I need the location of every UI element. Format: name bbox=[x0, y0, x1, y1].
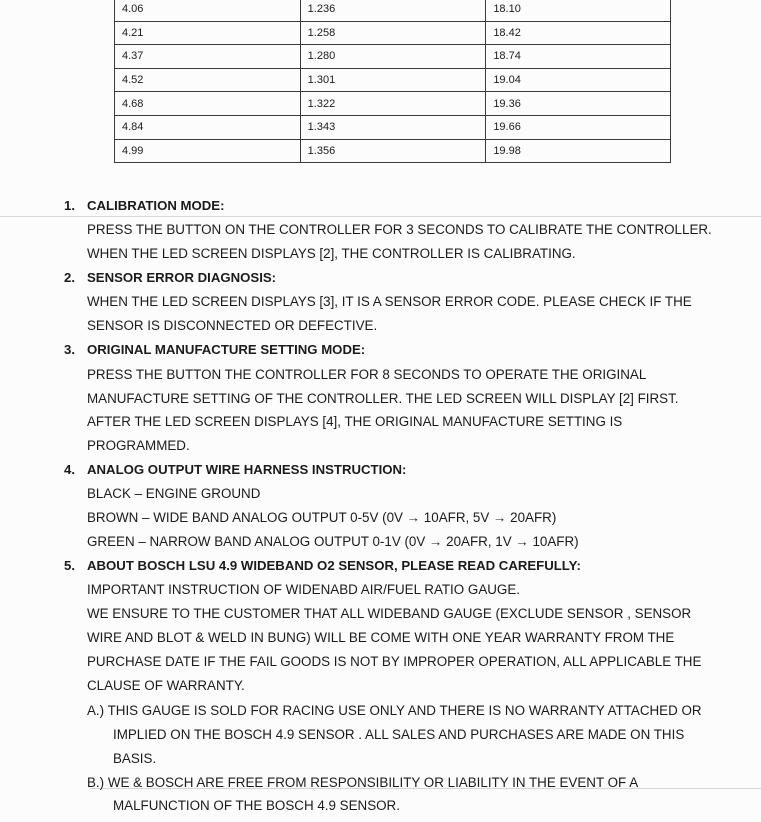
section-line: WHEN THE LED SCREEN DISPLAYS [2], THE CONTROLLER IS CALIBRATING. bbox=[87, 246, 576, 261]
section-heading: SENSOR ERROR DIAGNOSIS: bbox=[87, 270, 277, 285]
section-line: PRESS THE BUTTON THE CONTROLLER FOR 8 SECONDS TO OPERATE THE ORIGINAL bbox=[87, 367, 647, 382]
section-line: SENSOR IS DISCONNECTED OR DEFECTIVE. bbox=[87, 318, 378, 333]
section-line: PURCHASE DATE IF THE FAIL GOODS IS NOT BY IMPROPER OPERATION, ALL APPLICABLE THE bbox=[87, 654, 702, 669]
section-heading: ABOUT BOSCH LSU 4.9 WIDEBAND O2 SENSOR, PLEASE READ CAREFULLY: bbox=[87, 558, 581, 573]
section-number: 2. bbox=[64, 270, 75, 285]
table-cell: 1.301 bbox=[300, 68, 486, 92]
table-cell: 1.280 bbox=[300, 45, 486, 69]
section-line: WIRE AND BLOT & WELD IN BUNG) WILL BE COME WITH ONE YEAR WARRANTY FROM THE bbox=[87, 630, 675, 645]
table-row bbox=[115, 68, 671, 92]
table-cell: 4.21 bbox=[115, 21, 301, 45]
subitem-line: BASIS. bbox=[113, 751, 157, 766]
table-cell: 19.36 bbox=[486, 92, 671, 116]
table-cell: 1.356 bbox=[300, 139, 486, 163]
table-row bbox=[115, 0, 671, 21]
section-number: 4. bbox=[64, 462, 75, 477]
section-line: CLAUSE OF WARRANTY. bbox=[87, 678, 245, 693]
section-line: GREEN – NARROW BAND ANALOG OUTPUT 0-1V (0V → 20AFR, 1V → 10AFR) bbox=[87, 534, 579, 549]
section-line: WE ENSURE TO THE CUSTOMER THAT ALL WIDEBAND GAUGE (EXCLUDE SENSOR , SENSOR bbox=[87, 606, 692, 621]
afr-table bbox=[114, 0, 671, 163]
section-heading: ORIGINAL MANUFACTURE SETTING MODE: bbox=[87, 342, 366, 357]
table-cell: 1.322 bbox=[300, 92, 486, 116]
section-line: MANUFACTURE SETTING OF THE CONTROLLER. THE LED SCREEN WILL DISPLAY [2] FIRST. bbox=[87, 391, 679, 406]
table-row bbox=[115, 45, 671, 69]
table-cell: 19.66 bbox=[486, 115, 671, 139]
table-row bbox=[115, 139, 671, 163]
table-cell: 18.42 bbox=[486, 21, 671, 45]
section-number: 3. bbox=[64, 342, 75, 357]
section-heading: CALIBRATION MODE: bbox=[87, 198, 225, 213]
table-row bbox=[115, 21, 671, 45]
section-line: PROGRAMMED. bbox=[87, 438, 190, 453]
table-cell: 19.04 bbox=[486, 68, 671, 92]
section-line: AFTER THE LED SCREEN DISPLAYS [4], THE ORIGINAL MANUFACTURE SETTING IS bbox=[87, 414, 623, 429]
table-cell: 18.10 bbox=[486, 0, 671, 21]
subitem-line: MALFUNCTION OF THE BOSCH 4.9 SENSOR. bbox=[113, 798, 400, 813]
subitem-line: B.) WE & BOSCH ARE FREE FROM RESPONSIBILITY OR LIABILITY IN THE EVENT OF A bbox=[87, 775, 639, 790]
subitem-line: A.) THIS GAUGE IS SOLD FOR RACING USE ONLY AND THERE IS NO WARRANTY ATTACHED OR bbox=[87, 703, 702, 718]
table-cell: 4.99 bbox=[115, 139, 301, 163]
subitem-line: IMPLIED ON THE BOSCH 4.9 SENSOR . ALL SALES AND PURCHASES ARE MADE ON THIS bbox=[113, 727, 685, 742]
section-number: 1. bbox=[64, 198, 75, 213]
section-number: 5. bbox=[64, 558, 75, 573]
table-cell: 1.258 bbox=[300, 21, 486, 45]
table-cell: 4.84 bbox=[115, 115, 301, 139]
section-heading: ANALOG OUTPUT WIRE HARNESS INSTRUCTION: bbox=[87, 462, 407, 477]
table-cell: 4.68 bbox=[115, 92, 301, 116]
table-cell: 19.98 bbox=[486, 139, 671, 163]
table-cell: 4.52 bbox=[115, 68, 301, 92]
table-row bbox=[115, 115, 671, 139]
table-cell: 4.06 bbox=[115, 0, 301, 21]
table-cell: 4.37 bbox=[115, 45, 301, 69]
table-row bbox=[115, 92, 671, 116]
table-cell: 1.343 bbox=[300, 115, 486, 139]
section-line: IMPORTANT INSTRUCTION OF WIDENABD AIR/FUEL RATIO GAUGE. bbox=[87, 582, 520, 597]
section-line: WHEN THE LED SCREEN DISPLAYS [3], IT IS A SENSOR ERROR CODE. PLEASE CHECK IF THE bbox=[87, 294, 692, 309]
table-cell: 1.236 bbox=[300, 0, 486, 21]
section-line: BROWN – WIDE BAND ANALOG OUTPUT 0-5V (0V → 10AFR, 5V → 20AFR) bbox=[87, 510, 557, 525]
section-line: BLACK – ENGINE GROUND bbox=[87, 486, 261, 501]
table-cell: 18.74 bbox=[486, 45, 671, 69]
section-line: PRESS THE BUTTON ON THE CONTROLLER FOR 3 SECONDS TO CALIBRATE THE CONTROLLER. bbox=[87, 222, 712, 237]
